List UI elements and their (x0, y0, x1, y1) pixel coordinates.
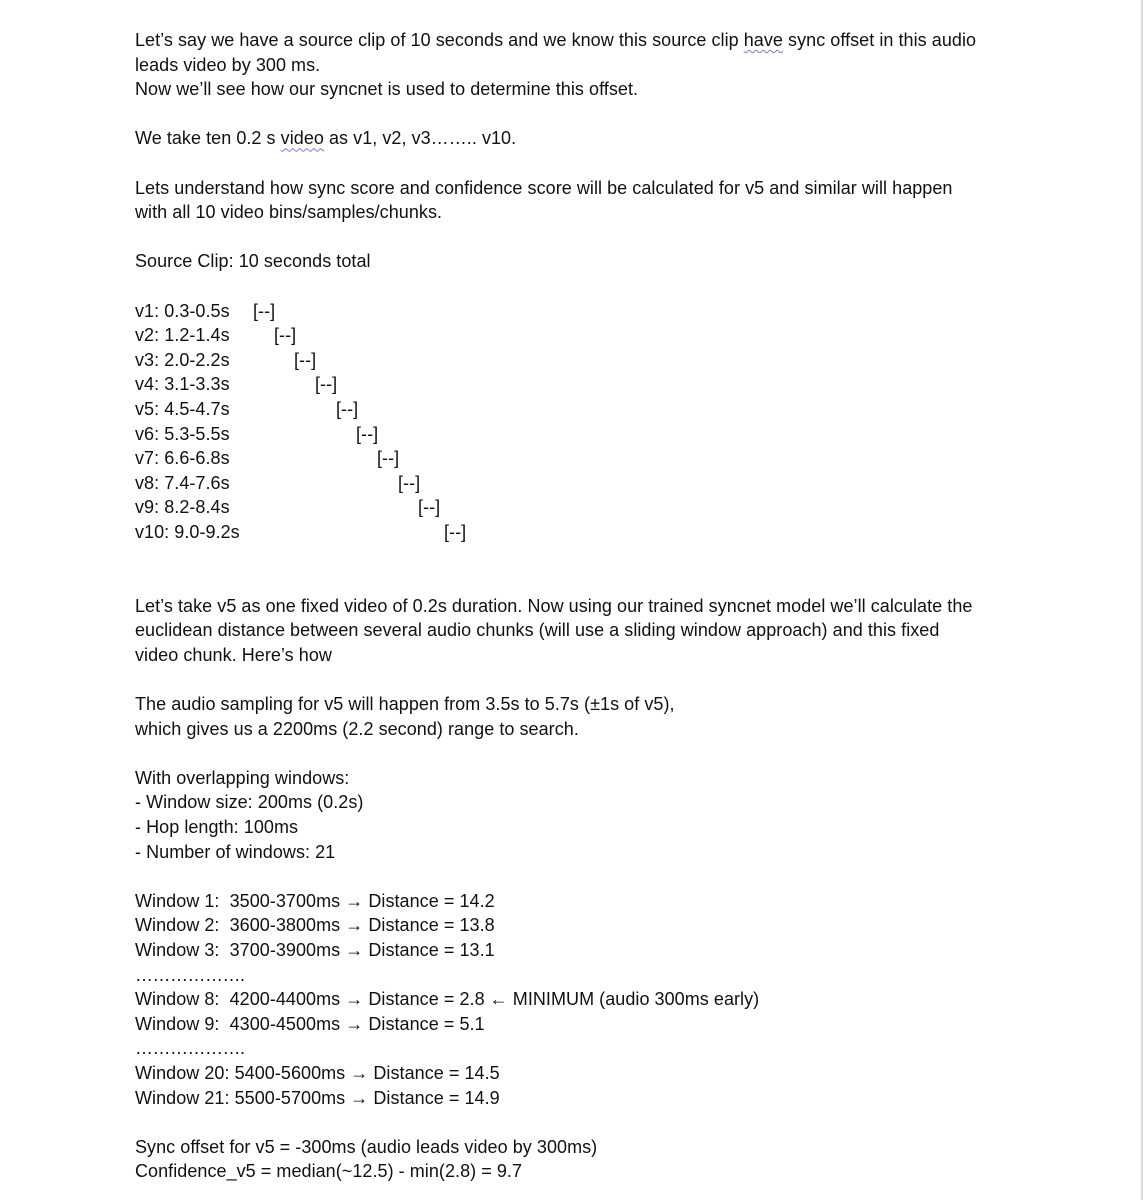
window-count-item: - Number of windows: 21 (135, 841, 336, 862)
intro-paragraph-line-3: Now we’ll see how our syncnet is used to determine this offset. (135, 79, 639, 100)
window-row: Window 21: 5500-5700ms → Distance = 14.9 (135, 1087, 500, 1108)
segment-marker: [--] (274, 325, 297, 346)
intro-paragraph-line-1 (135, 28, 1015, 53)
document-body (135, 28, 1015, 1184)
spellcheck-flagged-word[interactable]: video (280, 128, 324, 149)
segment-marker: [--] (294, 349, 317, 370)
sync-offset-result: Sync offset for v5 = -300ms (audio leads video by 300ms) (135, 1136, 598, 1157)
segment-row (135, 495, 1015, 520)
segment-row (135, 446, 1015, 471)
fixed-video-line-3: video chunk. Here’s how (135, 644, 332, 665)
segment-marker: [--] (398, 472, 421, 493)
segment-label: v6: 5.3-5.5s (135, 423, 230, 444)
spellcheck-flagged-word[interactable]: have (743, 30, 783, 50)
segment-label: v8: 7.4-7.6s (135, 472, 230, 493)
segment-marker: [--] (444, 521, 467, 542)
segment-label: v3: 2.0-2.2s (135, 349, 230, 370)
segment-marker: [--] (336, 398, 359, 419)
sampling-line-2: which gives us a 2200ms (2.2 second) range to search. (135, 718, 579, 739)
segment-row (135, 397, 1015, 422)
segment-label: v10: 9.0-9.2s (135, 521, 240, 542)
segment-label: v9: 8.2-8.4s (135, 497, 230, 518)
segment-label: v4: 3.1-3.3s (135, 374, 230, 395)
segment-marker: [--] (356, 423, 379, 444)
segment-marker: [--] (315, 374, 338, 395)
window-row: Window 20: 5400-5600ms → Distance = 14.5 (135, 1062, 500, 1083)
fixed-video-line-1: Let’s take v5 as one fixed video of 0.2s duration. Now using our trained syncnet model we’ll calculate the (135, 595, 973, 616)
window-size-item: - Window size: 200ms (0.2s) (135, 792, 364, 813)
window-row: Window 2: 3600-3800ms → Distance = 13.8 (135, 915, 495, 936)
segment-marker: [--] (253, 300, 276, 321)
source-clip-heading: Source Clip: 10 seconds total (135, 251, 371, 272)
segment-row (135, 323, 1015, 348)
intro-paragraph-line-2: leads video by 300 ms. (135, 54, 321, 75)
window-row: Window 1: 3500-3700ms → Distance = 14.2 (135, 890, 495, 911)
intro-text: Let’s say we have a source clip of 10 seconds and we know this source clip (135, 30, 744, 50)
intro-text: sync offset in this audio (782, 30, 977, 50)
segment-label: v1: 0.3-0.5s (135, 300, 230, 321)
segment-row (135, 348, 1015, 373)
window-row: Window 3: 3700-3900ms → Distance = 13.1 (135, 939, 495, 960)
segment-row (135, 372, 1015, 397)
take-text: as v1, v2, v3…….. v10. (323, 128, 517, 149)
ellipsis-separator: ………………. (135, 964, 245, 985)
understand-line-1: Lets understand how sync score and confidence score will be calculated for v5 and similar will happen (135, 177, 953, 198)
confidence-result: Confidence_v5 = median(~12.5) - min(2.8) = 9.7 (135, 1161, 523, 1182)
segment-row (135, 471, 1015, 496)
segment-row (135, 422, 1015, 447)
fixed-video-line-2: euclidean distance between several audio chunks (will use a sliding window approach) and this fixed (135, 620, 940, 641)
take-videos-line (135, 126, 1015, 151)
segment-row (135, 520, 1015, 545)
segment-label: v7: 6.6-6.8s (135, 448, 230, 469)
ellipsis-separator: ………………. (135, 1038, 245, 1059)
understand-line-2: with all 10 video bins/samples/chunks. (135, 202, 443, 223)
segment-marker: [--] (418, 497, 441, 518)
hop-length-item: - Hop length: 100ms (135, 817, 299, 837)
window-row-minimum: Window 8: 4200-4400ms → Distance = 2.8 ← MINIMUM (audio 300ms early) (135, 989, 760, 1010)
window-row: Window 9: 4300-4500ms → Distance = 5.1 (135, 1013, 485, 1034)
segment-label: v2: 1.2-1.4s (135, 325, 230, 346)
windows-heading: With overlapping windows: (135, 767, 350, 788)
segment-label: v5: 4.5-4.7s (135, 398, 230, 419)
take-text: We take ten 0.2 s (135, 128, 281, 149)
segment-list (135, 299, 1015, 545)
sampling-line-1: The audio sampling for v5 will happen from 3.5s to 5.7s (±1s of v5), (135, 694, 675, 715)
segment-row (135, 299, 1015, 324)
segment-marker: [--] (377, 448, 400, 469)
